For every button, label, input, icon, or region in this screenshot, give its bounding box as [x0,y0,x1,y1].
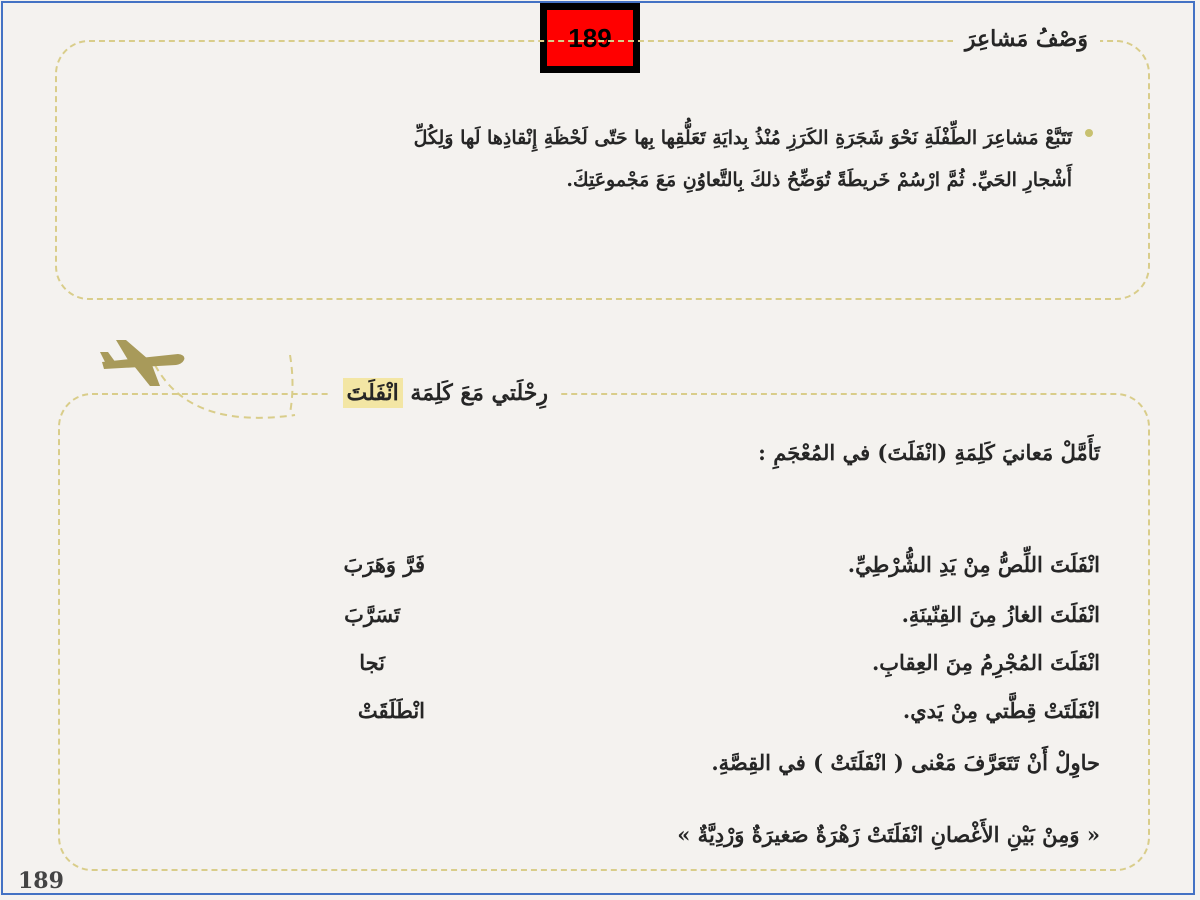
highlighted-word: انْفَلَتَ [343,378,403,408]
word-journey-title [331,380,560,406]
example-meaning: انْطَلَقَتْ [357,698,425,723]
example-sentence: انْفَلَتَتْ قِطَّتي مِنْ يَدي. [902,698,1100,723]
story-meaning-task: حاوِلْ أَنْ تَتَعَرَّفَ مَعْنى ( انْفَلَتَتْ ) في القِصَّةِ. [711,750,1100,775]
activity-text-line-2: أَشْجارِ الحَيِّ. ثُمَّ ارْسُمْ خَريطَةً تُوَضِّحُ ذلكَ بِالتَّعاوُنِ مَعَ مَجْموعَتِكَ. [566,169,1072,191]
example-sentence: انْفَلَتَ المُجْرِمُ مِنَ العِقابِ. [871,650,1100,675]
footer-page-number: 189 [18,868,64,894]
dictionary-instruction: تَأَمَّلْ مَعانيَ كَلِمَةِ (انْفَلَتَ) في المُعْجَمِ : [758,440,1100,465]
activity-text-line-1: تَتَبَّعْ مَشاعِرَ الطِّفْلَةِ نَحْوَ شَجَرَةِ الكَرَزِ مُنْذُ بِدايَةِ تَعَلُّقِها بِها حَتّى لَحْظَةِ إِنْقاذِها لَها وَلِكُلِّ [413,127,1072,149]
example-meaning: فَرَّ وَهَرَبَ [343,552,425,577]
example-meaning: نَجا [359,650,385,675]
example-sentence: انْفَلَتَ اللِّصُّ مِنْ يَدِ الشُّرْطِيِّ. [847,552,1100,577]
word-journey-title-text: رِحْلَتي مَعَ كَلِمَة [402,380,548,406]
example-sentence: انْفَلَتَ الغازُ مِنَ القِنّينَةِ. [901,602,1100,627]
page-number-badge-label: 189 [547,10,633,66]
describe-feelings-title: وَصْفُ مَشاعِرَ [953,26,1100,52]
bullet-icon [1085,129,1093,137]
airplane-icon [98,338,186,388]
story-quote: « وَمِنْ بَيْنِ الأَغْصانِ انْفَلَتَتْ زَهْرَةٌ صَغيرَةٌ وَرْدِيَّةٌ » [677,822,1100,847]
example-meaning: تَسَرَّبَ [344,602,400,627]
